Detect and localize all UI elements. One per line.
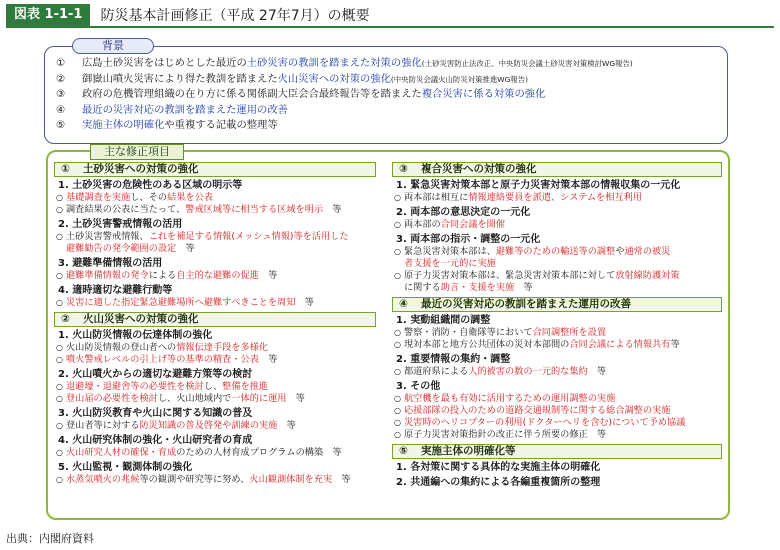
section-number: ⑤ (399, 445, 408, 457)
revision-bullet (54, 420, 376, 432)
text-run: 警察・消防・自衛隊等において (404, 327, 533, 338)
text-run: のための人材育成プログラムの構築 等 (176, 447, 342, 458)
revision-item (54, 329, 376, 366)
section-heading (392, 444, 722, 459)
text-run: 複合災害に係る対策の強化 (421, 88, 546, 101)
revision-bullet (392, 429, 722, 441)
background-item-number: ③ (56, 88, 66, 101)
text-run: 政府の危機管理組織の在り方に係る関係副大臣会合最終報告等を踏まえた (82, 88, 422, 101)
section-number: ③ (399, 163, 408, 175)
text-run: 情報伝達手段を多様化 (176, 342, 269, 353)
section-heading (392, 297, 722, 312)
background-item-number: ④ (56, 103, 66, 116)
text-run: 火山研究人材の確保・育成 (66, 447, 177, 458)
text-run: 両本部の (404, 219, 441, 230)
revision-bullet (392, 327, 722, 339)
text-run: 避難準備情報の発令 (66, 270, 149, 281)
text-run: 火山防災情報の登山者への (66, 342, 177, 353)
revision-item (392, 353, 722, 378)
text-run: (土砂災害防止法改正、中央防災会議土砂災害対策検討WG報告) (421, 59, 633, 68)
revision-bullet (54, 192, 376, 204)
revision-item-title: 4. 適時適切な避難行動等 (58, 285, 173, 296)
revision-item-title: 1. 各対策に関する具体的な実施主体の明確化 (396, 462, 601, 473)
text-run: 登山者等に対する (66, 420, 140, 431)
text-run: 基礎調査を実施 (66, 192, 131, 203)
text-run: 等 (258, 270, 278, 281)
text-run: 原子力災害対策指針の改正に伴う所要の修正 等 (404, 429, 607, 440)
text-run: 実施主体の明確化 (82, 119, 165, 132)
text-run: 等 (332, 474, 351, 485)
section-number: ② (61, 313, 70, 325)
text-run: 等の観測や研究等に努め、 (139, 474, 250, 485)
revision-item-title: 5. 火山監視・観測体制の強化 (58, 462, 193, 473)
text-run: 等 (587, 366, 607, 377)
figure-title: 防災基本計画修正（平成 27年7月）の概要 (100, 8, 370, 24)
text-run: 土砂災害の教訓を踏まえた対策の強化 (246, 57, 422, 69)
text-run: 合同調整所を設置 (532, 327, 607, 338)
text-run: 一体的に運用 (231, 393, 287, 404)
revision-item (54, 218, 376, 255)
text-run: 結果を公表 (167, 192, 213, 203)
background-item (56, 56, 724, 72)
text-run: 者支援を一元的に実施 (404, 258, 496, 269)
revision-bullet (392, 366, 722, 378)
background-item (56, 87, 724, 103)
revision-bullet (54, 393, 376, 405)
revision-item (54, 434, 376, 459)
revision-item (392, 461, 722, 474)
revision-bullet (392, 246, 722, 258)
text-run: 調査結果の公表に当たって、 (66, 204, 186, 215)
revision-bullet (54, 243, 376, 255)
revision-bullet (392, 192, 722, 204)
revision-bullet (54, 297, 376, 309)
revision-item-title: 3. その他 (396, 381, 441, 392)
right-column (392, 162, 722, 489)
text-run: や重複する記載の整理等 (164, 119, 278, 132)
text-run: 等 (258, 354, 278, 365)
section-title: 複合災害への対策の強化 (421, 163, 537, 175)
text-run: し、火山地域内で (157, 393, 232, 404)
text-run: 放射線防護対策 (615, 270, 680, 281)
text-run: による (148, 270, 177, 281)
text-run: 警戒区域等に相当する区域を明示 (185, 204, 324, 215)
text-run: 等 (514, 282, 533, 293)
revision-item (392, 233, 722, 294)
text-run: 御嶽山噴火災害により得た教訓を踏まえた (82, 72, 278, 85)
revision-item (54, 368, 376, 405)
revision-item (54, 257, 376, 282)
background-item (56, 118, 724, 134)
revision-item-title: 1. 緊急災害対策本部と原子力災害対策本部の情報収集の一元化 (396, 180, 681, 191)
revision-item-title: 2. 共通編への集約による各編重複箇所の整理 (396, 477, 601, 488)
revision-item (392, 380, 722, 441)
revision-bullet (54, 354, 376, 366)
section-number: ④ (399, 298, 408, 310)
text-run: 自主的な避難の促進 (176, 270, 259, 281)
text-run: 合同会議による情報共有 (569, 339, 671, 350)
revision-bullet (392, 282, 722, 294)
revision-item (54, 179, 376, 216)
text-run: 合同会議を開催 (440, 219, 506, 230)
text-run: 助言・支援を実施 (440, 282, 515, 293)
revision-item-title: 2. 土砂災害警戒情報の活用 (58, 219, 183, 230)
text-run: 通常の被災 (624, 246, 671, 257)
revision-bullet (54, 204, 376, 216)
revision-bullet (54, 381, 376, 393)
revision-item-title: 4. 火山研究体制の強化・火山研究者の育成 (58, 435, 253, 446)
text-run: (中央防災会議火山防災対策推進WG報告) (390, 74, 528, 84)
revision-bullet (54, 270, 376, 282)
background-item-text (82, 118, 278, 134)
revision-item (54, 407, 376, 432)
text-run: 等 (277, 420, 296, 431)
background-tag: 背景 (72, 38, 154, 54)
text-run: 等 (176, 243, 195, 254)
text-run: 都道府県による (404, 366, 469, 377)
revision-bullet (392, 270, 722, 282)
revision-item-title: 2. 両本部の意思決定の一元化 (396, 207, 531, 218)
revision-bullet (392, 405, 722, 417)
text-run: 避難等のための輸送等の調整 (495, 246, 616, 257)
text-run: 総合調整の実施 (606, 405, 671, 416)
section-number: ① (61, 163, 70, 175)
text-run: 応援部隊の投入のための道路交通規制等に関する (404, 405, 607, 416)
text-run: や (615, 246, 625, 257)
background-item-text (82, 72, 528, 88)
text-run: 等 (295, 297, 314, 308)
revision-bullet (392, 393, 722, 405)
revision-item-title: 1. 火山防災情報の伝達体制の強化 (58, 330, 213, 341)
revision-bullet (54, 447, 376, 459)
background-item-number: ② (56, 72, 66, 85)
revision-item (392, 476, 722, 489)
background-item (56, 72, 724, 88)
background-item-text (82, 56, 633, 72)
text-run: 等 (286, 393, 305, 404)
text-run: 整備を推進 (222, 381, 269, 392)
revision-item-title: 1. 実動組織間の調整 (396, 315, 491, 326)
revision-item (392, 179, 722, 204)
revision-item-title: 2. 重要情報の集約・調整 (396, 354, 511, 365)
text-run: 火山観測体制を充実 (249, 474, 333, 485)
text-run: 退避壕・退避舎等の必要性を検討 (66, 381, 204, 392)
section-heading (54, 162, 376, 177)
text-run: 災害時のヘリコプターの利用(ドクターヘリを含む)について予め協議 (404, 417, 686, 428)
section-title: 土砂災害への対策の強化 (83, 163, 199, 175)
background-item-number: ⑤ (56, 119, 66, 132)
text-run: 両本部は相互に (404, 192, 469, 203)
text-run: に関する (404, 282, 441, 293)
revision-item (54, 461, 376, 486)
revision-bullet (54, 474, 376, 486)
text-run: 災害に適した指定緊急避難場所へ避難すべきことを周知 (66, 297, 296, 308)
text-run: 火山災害への対策の強化 (277, 72, 391, 85)
left-column (54, 162, 376, 486)
revision-bullet (392, 219, 722, 231)
background-list (56, 56, 724, 134)
text-run: 緊急災害対策本部は、 (404, 246, 496, 257)
revision-item-title: 1. 土砂災害の危険性のある区域の明示等 (58, 180, 243, 191)
text-run: 原子力災害対策本部は、緊急災害対策本部に対して (404, 270, 616, 281)
revision-bullet (392, 417, 722, 429)
text-run: 最近の災害対応の教訓を踏まえた運用の改善 (82, 103, 288, 116)
revision-bullet (392, 258, 722, 270)
revision-bullet (54, 231, 376, 243)
text-run: 防災知識の普及啓発や訓練の実施 (139, 420, 278, 431)
main-revisions-tag: 主な修正項目 (90, 144, 184, 160)
text-run: し、 (203, 381, 223, 392)
text-run: 避難勧告の発令範囲の設定 (66, 243, 177, 254)
text-run: 水蒸気噴火の兆候 (66, 474, 140, 485)
text-run: 土砂災害警戒情報、 (66, 231, 149, 242)
text-run: これを補足する情報(メッシュ情報)等を活用した (148, 231, 349, 242)
text-run: 噴火警戒レベルの引上げ等の基準の精査・公表 (66, 354, 259, 365)
background-item-number: ① (56, 57, 66, 69)
text-run: 情報連絡要員を派遣、システムを相互利用 (468, 192, 642, 203)
section-title: 最近の災害対応の教訓を踏まえた運用の改善 (421, 298, 631, 310)
figure-header (6, 4, 774, 28)
revision-item-title: 2. 火山噴火からの適切な避難方策等の検討 (58, 369, 253, 380)
background-item (56, 103, 724, 119)
section-heading (54, 312, 376, 327)
text-run: し、その (130, 192, 168, 203)
revision-bullet (54, 342, 376, 354)
text-run: 等 (323, 204, 342, 215)
revision-item (392, 206, 722, 231)
section-title: 火山災害への対策の強化 (83, 313, 199, 325)
background-item-text (82, 103, 288, 119)
section-heading (392, 162, 722, 177)
revision-item-title: 3. 両本部の指示・調整の一元化 (396, 234, 541, 245)
background-item-text (82, 87, 545, 103)
text-run: 現対本部と地方公共団体の災対本部間の (404, 339, 570, 350)
text-run: 等 (670, 339, 680, 350)
text-run: 航空機を最も有効に活用するための運用調整の実施 (404, 393, 616, 404)
revision-item (392, 314, 722, 351)
text-run: 登山届の必要性を検討 (66, 393, 158, 404)
revision-item-title: 3. 火山防災教育や火山に関する知識の普及 (58, 408, 253, 419)
source-note: 出典：内閣府資料 (6, 532, 94, 545)
revision-item (54, 284, 376, 309)
figure-label: 図表 1-1-1 (6, 4, 90, 26)
revision-bullet (392, 339, 722, 351)
text-run: 人的被害の数の一元的な集約 (468, 366, 588, 377)
revision-item-title: 3. 避難準備情報の活用 (58, 258, 163, 269)
section-title: 実施主体の明確化等 (421, 445, 516, 457)
text-run: 広島土砂災害をはじめとした最近の (82, 57, 247, 69)
